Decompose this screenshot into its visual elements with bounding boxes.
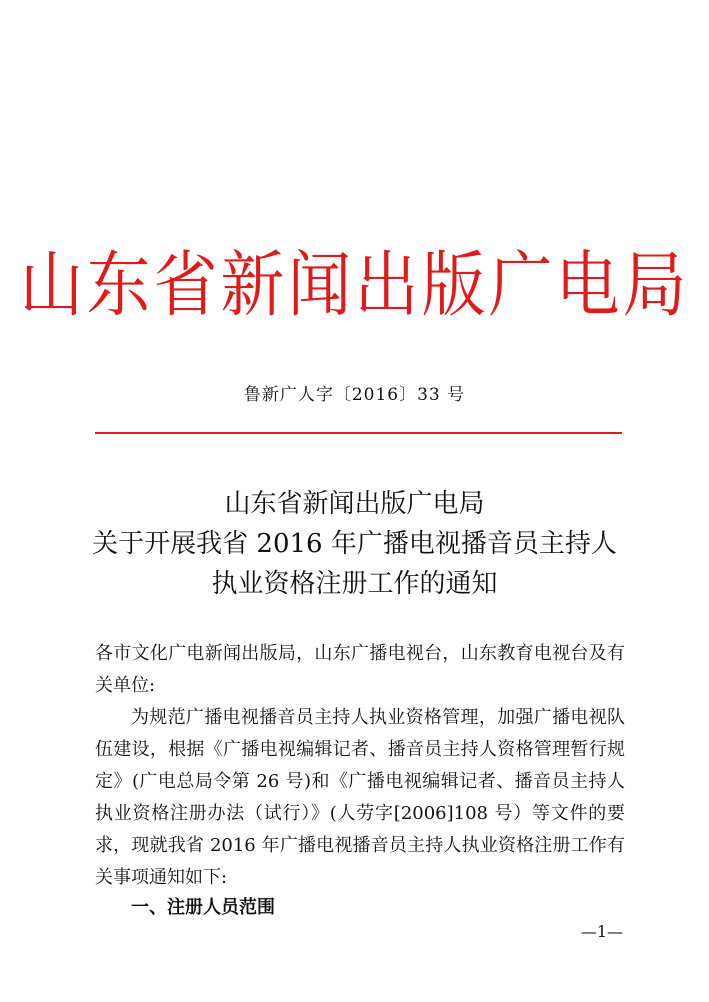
salutation: 各市文化广电新闻出版局，山东广播电视台，山东教育电视台及有关单位: — [95, 643, 625, 696]
body-text — [95, 638, 625, 894]
notice-title — [0, 484, 709, 604]
page-number: —1— — [580, 922, 623, 941]
red-separator-line — [95, 432, 622, 434]
section-heading: 一、注册人员范围 — [131, 897, 275, 918]
masthead: 山东省新闻出版广电局 — [19, 244, 690, 328]
title-line-1: 山东省新闻出版广电局 — [224, 489, 485, 519]
document-number: 鲁新广人字〔2016〕33 号 — [243, 385, 466, 405]
title-line-2: 关于开展我省 2016 年广播电视播音员主持人 — [92, 529, 617, 559]
paragraph-1: 为规范广播电视播音员主持人执业资格管理，加强广播电视队伍建设，根据《广播电视编辑记者、播音员主持人资格管理暂行规定》(广电总局令第 26 号)和《广播电视编辑记者、播音员主持人执业资格注册办法（试行）》(人劳字[2006]108 号）等文件的要求，现就我省 2016 年广播电视播音员主持人执业资格注册工作有关事项通知如下: — [95, 707, 625, 888]
title-line-3: 执业资格注册工作的通知 — [211, 569, 498, 599]
